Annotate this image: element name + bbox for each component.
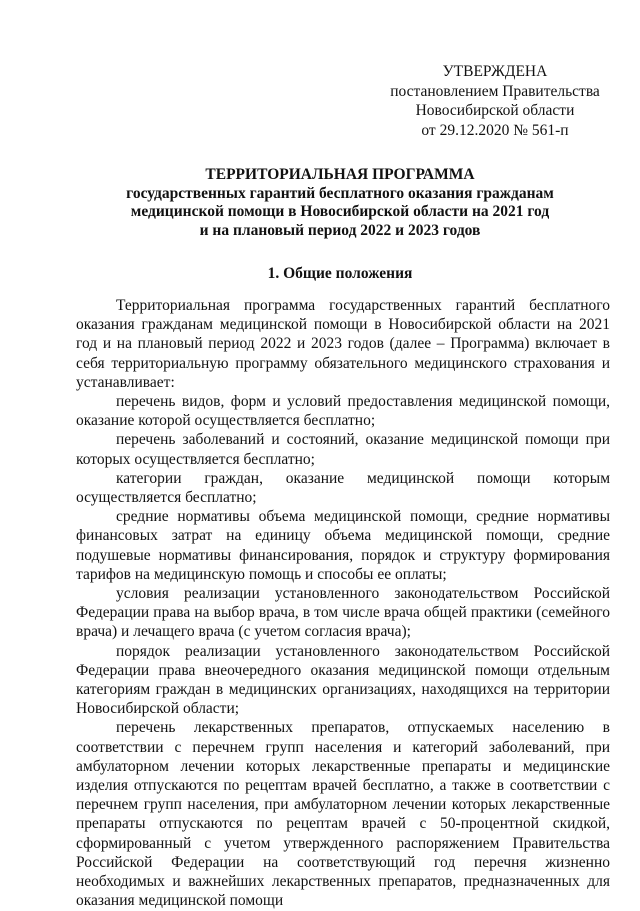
paragraph: порядок реализации установленного законодательством Российской Федерации права внеочередного оказания медицинской помощи отдельным категориям граждан в медицинских организациях, находящихся на территории Новосибирской области;: [76, 642, 610, 718]
paragraph: средние нормативы объема медицинской помощи, средние нормативы финансовых затрат на единицу объема медицинской помощи, средние подушевые нормативы финансирования, порядок и структуру формирования тарифов на медицинскую помощь и способы ее оплаты;: [76, 508, 610, 583]
paragraph: перечень заболеваний и состояний, оказание медицинской помощи при которых осуществляется бесплатно;: [76, 431, 610, 468]
body-text: [76, 296, 610, 911]
approval-line-1: УТВЕРЖДЕНА: [442, 63, 548, 80]
title-line-4: и на плановый период 2022 и 2023 годов: [199, 221, 481, 239]
approval-line-3: Новосибирской области: [415, 102, 575, 119]
title-line-3: медицинской помощи в Новосибирской области на 2021 год: [130, 203, 550, 220]
document-title: [60, 166, 620, 240]
approval-stamp: [380, 62, 610, 140]
paragraph: условия реализации установленного законодательством Российской Федерации права на выбор врача, в том числе врача общей практики (семейного врача) и лечащего врача (с учетом согласия врача);: [76, 585, 610, 641]
section-heading: 1. Общие положения: [267, 265, 413, 282]
approval-line-2: постановлением Правительства: [390, 82, 600, 100]
paragraph: перечень лекарственных препаратов, отпускаемых населению в соответствии с перечнем групп населения и категорий заболеваний, при амбулаторном лечении которых лекарственные препараты и медицинские изделия отпускаются по рецептам врачей бесплатно, а также в соответствии с перечнем групп населения, при амбулаторном лечении которых лекарственные препараты отпускаются по рецептам врачей с 50-процентной скидкой, сформированный с учетом утвержденного распоряжением Правительства Российской Федерации на соответствующий год перечня жизненно необходимых и важнейших лекарственных препаратов, предназначенных для оказания медицинской помощи: [76, 719, 610, 910]
paragraph: категории граждан, оказание медицинской помощи которым осуществляется бесплатно;: [76, 469, 610, 507]
title-line-2: государственных гарантий бесплатного оказания гражданам: [126, 184, 554, 202]
paragraph: перечень видов, форм и условий предоставления медицинской помощи, оказание которой осуществляется бесплатно;: [76, 393, 610, 430]
title-line-1: ТЕРРИТОРИАЛЬНАЯ ПРОГРАММА: [205, 166, 475, 183]
paragraph: Территориальная программа государственных гарантий бесплатного оказания гражданам медицинской помощи в Новосибирской области на 2021 год и на плановый период 2022 и 2023 годов (далее – Программа) включает в себя территориальную программу обязательного медицинского страхования и устанавливает:: [76, 297, 610, 391]
approval-line-4: от 29.12.2020 № 561-п: [421, 121, 569, 139]
